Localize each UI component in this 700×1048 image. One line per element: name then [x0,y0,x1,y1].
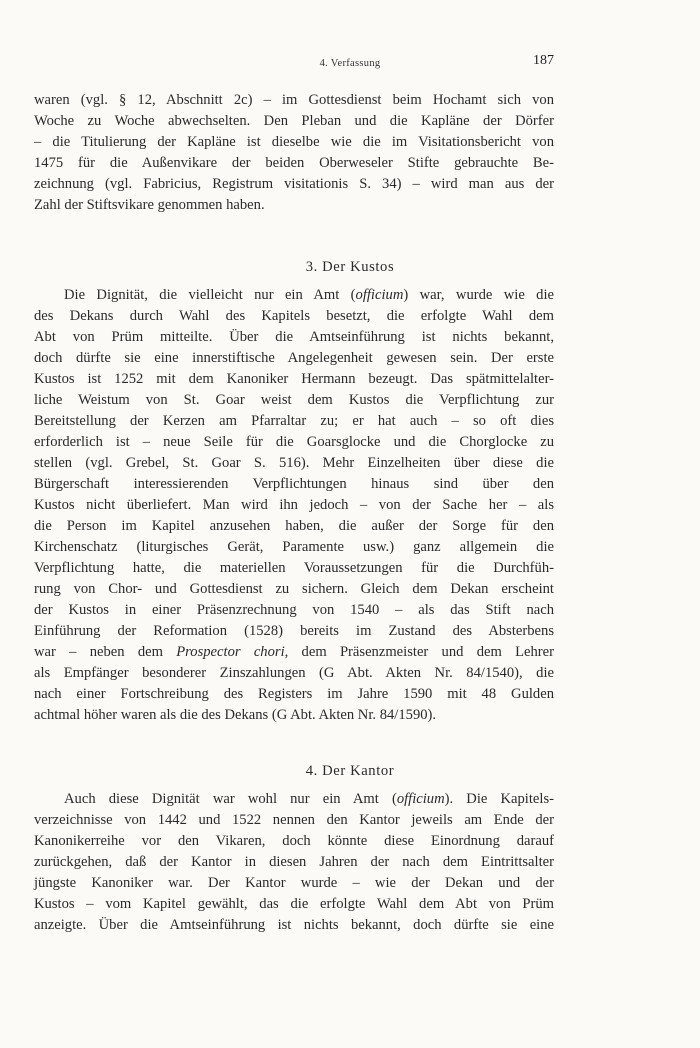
text-line [34,537,554,558]
text-line [34,327,554,348]
text-line [34,705,554,726]
text-line: waren (vgl. § 12, Abschnitt 2c) – im Gottesdienst beim Hochamt sich von [34,92,554,108]
text-line [34,831,554,852]
text-segment: , dem Präsenzmeister und dem Lehrer [284,644,554,660]
text-line: Zahl der Stiftsvikare genommen haben. [34,197,265,213]
text-line [34,453,554,474]
text-segment: liche Weistum von St. Goar weist dem Kustos die Verpflichtung zur [34,392,554,408]
text-segment: Bereitstellung der Kerzen am Pfarraltar zu; er hat auch – so oft dies [34,413,554,429]
text-line: – die Titulierung der Kapläne ist dieselbe wie die im Visitationsbericht von [34,134,554,150]
text-segment: nach einer Fortschreibung des Registers im Jahre 1590 mit 48 Gulden [34,686,554,702]
text-line [34,810,554,831]
text-segment: anzeigte. Über die Amtseinführung ist nichts bekannt, doch dürfte sie eine [34,917,554,933]
text-line [34,411,554,432]
text-line [34,369,554,390]
text-line [34,579,554,600]
text-line [34,873,554,894]
text-segment: der Kustos in einer Präsenzrechnung von 1540 – als das Stift nach [34,602,554,618]
italic-term: officium [355,287,404,303]
text-segment: Bürgerschaft interessierenden Verpflichtungen hinaus sind über den [34,476,554,492]
section-heading-kustos: 3. Der Kustos [305,259,395,275]
text-segment: Kustos ist 1252 mit dem Kanoniker Hermann bezeugt. Das spätmittelalter- [34,371,554,387]
text-line [34,789,554,810]
text-segment: verzeichnisse von 1442 und 1522 nennen den Kantor jeweils am Ende der [34,812,554,828]
text-line [34,600,554,621]
text-segment: die Person im Kapitel anzusehen haben, die außer der Sorge für den [34,518,554,534]
text-line [34,474,554,495]
running-title: 4. Verfassung [319,58,381,69]
section-kustos-body [34,285,554,726]
section-heading-kantor: 4. Der Kantor [305,763,395,779]
text-segment: achtmal höher waren als die des Dekans (G Abt. Akten Nr. 84/1590). [34,707,437,723]
text-segment: Auch diese Dignität war wohl nur ein Amt ( [64,791,397,807]
text-segment: Kustos nicht überliefert. Man wird ihn jedoch – von der Sache her – als [34,497,554,513]
text-line [34,642,554,663]
page-number: 187 [533,53,554,68]
text-line [34,495,554,516]
italic-term: officium [396,791,445,807]
text-segment: Kirchenschatz (liturgisches Gerät, Paramente usw.) ganz allgemein die [34,539,554,555]
text-line [34,621,554,642]
text-segment: als Empfänger besonderer Zinszahlungen (G Abt. Akten Nr. 84/1540), die [34,665,554,681]
italic-term: Prospector chori [176,644,285,660]
paragraph-continuation [34,90,554,216]
text-segment: jüngste Kanoniker war. Der Kantor wurde – wie der Dekan und der [34,875,554,891]
text-line [34,516,554,537]
text-line [34,915,554,936]
text-line [34,663,554,684]
text-line [34,390,554,411]
text-line [34,894,554,915]
text-line [34,285,554,306]
text-segment: Kustos – vom Kapitel gewählt, das die erfolgte Wahl dem Abt von Prüm [34,896,554,912]
text-segment: Kanonikerreihe vor den Vikaren, doch könnte diese Einordnung darauf [34,833,554,849]
text-line [34,684,554,705]
text-line [34,432,554,453]
text-segment: ) war, wurde wie die [403,287,555,303]
text-segment: doch dürfte sie eine innerstiftische Angelegenheit gewesen sein. Der erste [34,350,554,366]
text-segment: erforderlich ist – neue Seile für die Goarsglocke und die Chorglocke zu [34,434,554,450]
text-line [34,852,554,873]
text-segment: Die Dignität, die vielleicht nur ein Amt ( [64,287,356,303]
text-line [34,348,554,369]
section-kantor-body [34,789,554,936]
text-segment: stellen (vgl. Grebel, St. Goar S. 516). Mehr Einzelheiten über diese die [34,455,554,471]
text-segment: ). Die Kapitels- [444,791,554,807]
text-segment: Verpflichtung hatte, die materiellen Voraussetzungen für die Durchfüh- [34,560,554,576]
text-segment: war – neben dem [34,644,177,660]
text-line [34,558,554,579]
text-segment: Abt von Prüm mitteilte. Über die Amtseinführung ist nichts bekannt, [34,329,554,345]
text-segment: rung von Chor- und Gottesdienst zu sichern. Gleich dem Dekan erscheint [34,581,554,597]
text-segment: Einführung der Reformation (1528) bereits im Zustand des Absterbens [34,623,554,639]
text-segment: des Dekans durch Wahl des Kapitels besetzt, die erfolgte Wahl dem [34,308,554,324]
text-line: Woche zu Woche abwechselten. Den Pleban und die Kapläne der Dörfer [34,113,554,129]
text-line [34,306,554,327]
text-line: 1475 für die Außenvikare der beiden Oberweseler Stifte gebrauchte Be- [34,155,554,171]
text-segment: zurückgehen, daß der Kantor in diesen Jahren der nach dem Eintrittsalter [34,854,554,870]
text-line: zeichnung (vgl. Fabricius, Registrum visitationis S. 34) – wird man aus der [34,176,554,192]
